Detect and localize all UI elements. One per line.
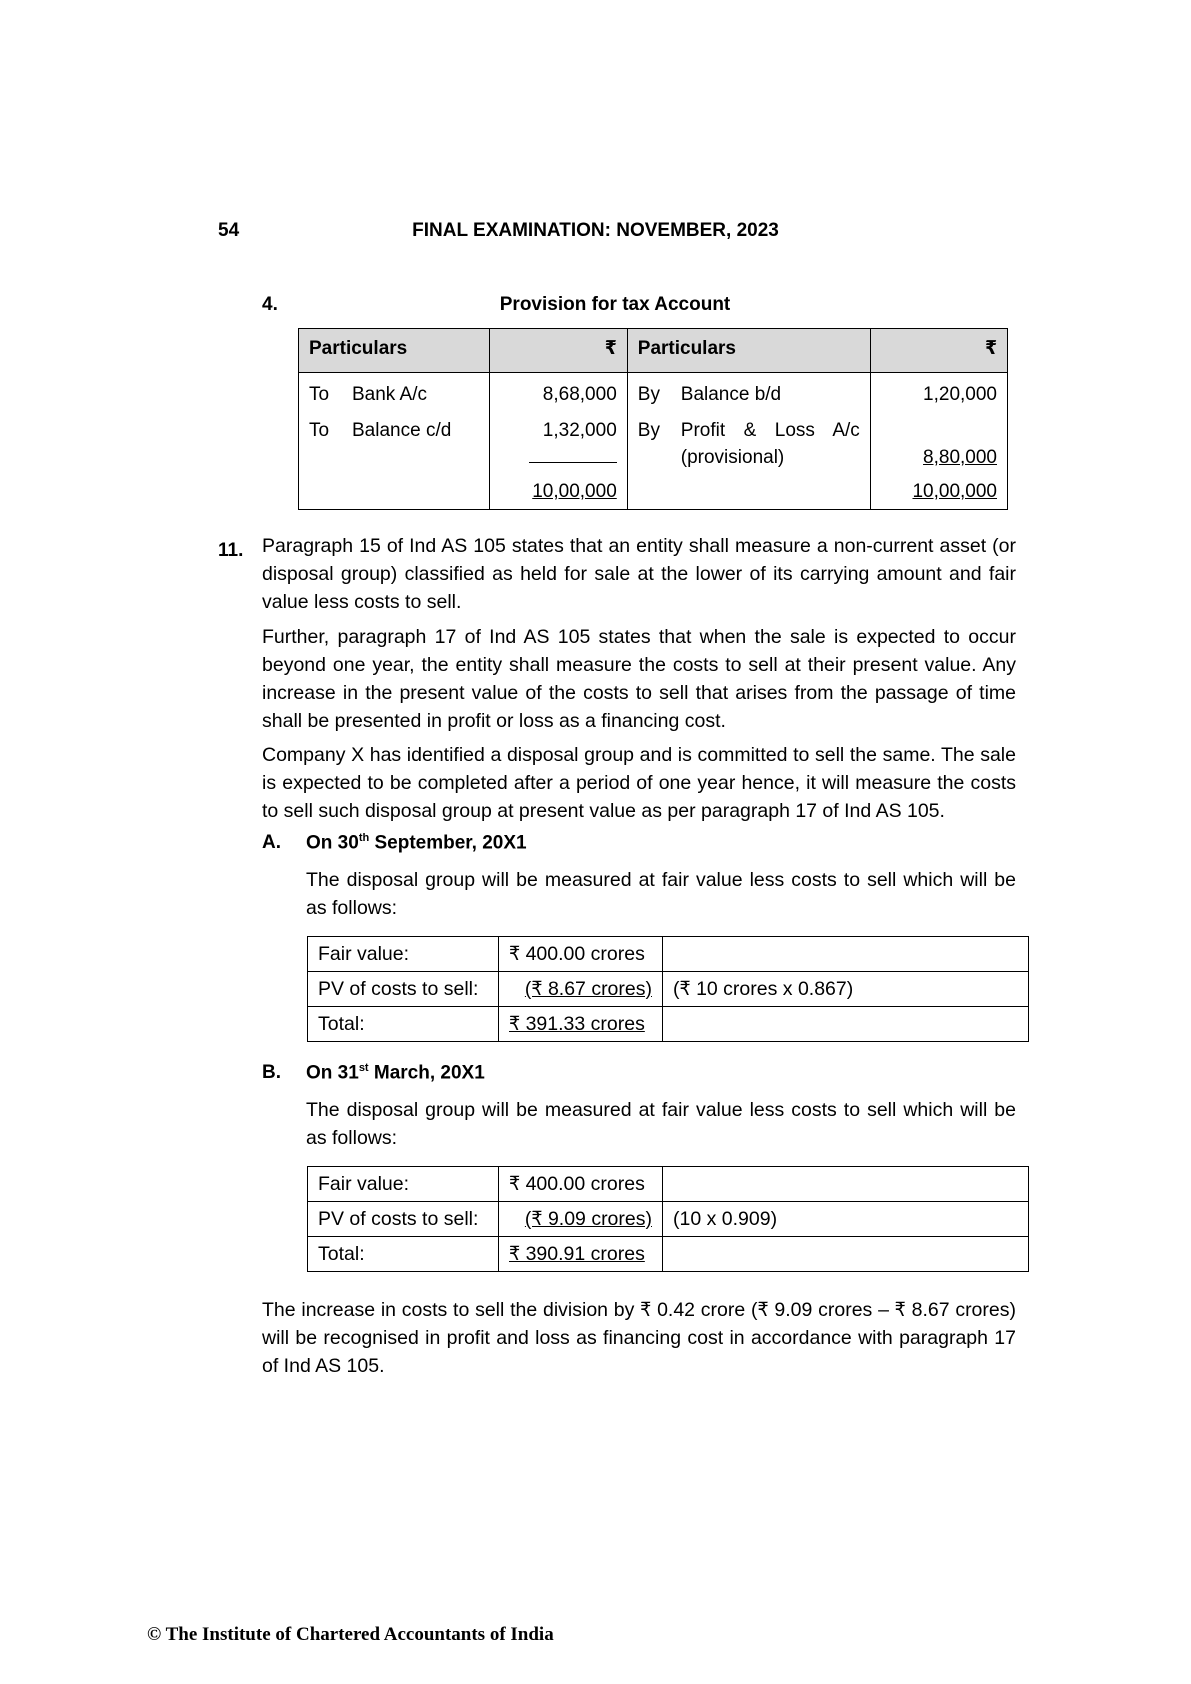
provision-for-tax-ledger <box>298 328 1008 510</box>
section-a-table <box>307 936 1029 1042</box>
row-value: (₹ 8.67 crores) <box>524 978 652 1000</box>
section-b-title: On 31st March, 20X1 <box>306 1062 485 1084</box>
dr-amount: 1,32,000 <box>542 420 617 441</box>
row-value: ₹ 400.00 crores <box>499 1167 663 1202</box>
section-b-table <box>307 1166 1029 1272</box>
dr-amount: 8,68,000 <box>489 373 627 412</box>
col-particulars-cr: Particulars <box>627 329 870 373</box>
row-value: ₹ 391.33 crores <box>509 1013 645 1035</box>
paragraph-3: Company X has identified a disposal group and is committed to sell the same. The sale is expected to be completed after a period of one year hence, it will measure the costs to sell such disposal group at present value as per paragraph 17 of Ind AS 105. <box>262 744 1016 822</box>
ledger-row <box>299 411 1008 474</box>
row-value: (₹ 9.09 crores) <box>524 1208 652 1230</box>
conclusion-paragraph: The increase in costs to sell the division by ₹ 0.42 crore (₹ 9.09 crores – ₹ 8.67 crores) will be recognised in profit and loss as financing cost in accordance with paragraph 17 of Ind AS 105. <box>262 1299 1016 1377</box>
paragraph-1: Paragraph 15 of Ind AS 105 states that an entity shall measure a non-current asset (or disposal group) classified as held for sale at the lower of its carrying amount and fair value less costs to sell. <box>262 535 1016 613</box>
cr-amount: 1,20,000 <box>870 373 1007 412</box>
question-11-number: 11. <box>218 540 244 561</box>
row-note <box>663 1007 1029 1042</box>
col-particulars-dr: Particulars <box>299 329 490 373</box>
table-row <box>308 972 1029 1007</box>
row-note <box>663 1237 1029 1272</box>
section-b-text: The disposal group will be measured at fair value less costs to sell which will be as follows: <box>306 1099 1016 1149</box>
paragraph-2: Further, paragraph 17 of Ind AS 105 states that when the sale is expected to occur beyond one year, the entity shall measure the costs to sell at their present value. Any increase in the present value of the costs to sell that arises from the passage of time shall be presented in profit or loss as a financing cost. <box>262 626 1016 732</box>
row-label: Fair value: <box>308 937 499 972</box>
ledger-row <box>299 373 1008 412</box>
dr-total: 10,00,000 <box>532 481 617 502</box>
page-number: 54 <box>218 220 240 241</box>
table-row <box>308 1202 1029 1237</box>
row-note <box>663 937 1029 972</box>
cr-particulars: Balance b/d <box>680 384 782 405</box>
section-a-title: On 30th September, 20X1 <box>306 832 527 854</box>
ledger-total-row <box>299 474 1008 510</box>
exam-header: FINAL EXAMINATION: NOVEMBER, 2023 <box>412 220 779 241</box>
ledger-title: Provision for tax Account <box>499 294 731 315</box>
row-note <box>663 1167 1029 1202</box>
subtotal-rule <box>529 450 617 463</box>
row-note: (₹ 10 crores x 0.867) <box>663 972 1029 1007</box>
col-amount-dr: ₹ <box>489 329 627 373</box>
row-label: PV of costs to sell: <box>308 1202 499 1237</box>
row-value: ₹ 390.91 crores <box>509 1243 645 1265</box>
dr-particulars: Balance c/d <box>352 420 452 441</box>
table-row <box>308 937 1029 972</box>
cr-particulars: Profit & Loss A/c (provisional) <box>680 420 860 468</box>
dr-prefix: To <box>309 420 330 441</box>
row-label: Total: <box>308 1237 499 1272</box>
table-row <box>308 1167 1029 1202</box>
question-4-number: 4. <box>262 294 278 315</box>
cr-prefix: By <box>637 420 660 441</box>
dr-particulars: Bank A/c <box>352 384 427 405</box>
section-b-label: B. <box>262 1062 281 1083</box>
table-row <box>308 1007 1029 1042</box>
row-label: Fair value: <box>308 1167 499 1202</box>
row-value: ₹ 400.00 crores <box>499 937 663 972</box>
row-label: Total: <box>308 1007 499 1042</box>
copyright-footer: © The Institute of Chartered Accountants of India <box>147 1624 554 1645</box>
section-a-text: The disposal group will be measured at fair value less costs to sell which will be as follows: <box>306 869 1016 919</box>
col-amount-cr: ₹ <box>870 329 1007 373</box>
cr-total: 10,00,000 <box>912 481 997 502</box>
section-a-label: A. <box>262 832 281 853</box>
row-label: PV of costs to sell: <box>308 972 499 1007</box>
cr-amount: 8,80,000 <box>923 447 997 468</box>
dr-prefix: To <box>309 384 330 405</box>
row-note: (10 x 0.909) <box>663 1202 1029 1237</box>
table-row <box>308 1237 1029 1272</box>
cr-prefix: By <box>637 384 660 405</box>
